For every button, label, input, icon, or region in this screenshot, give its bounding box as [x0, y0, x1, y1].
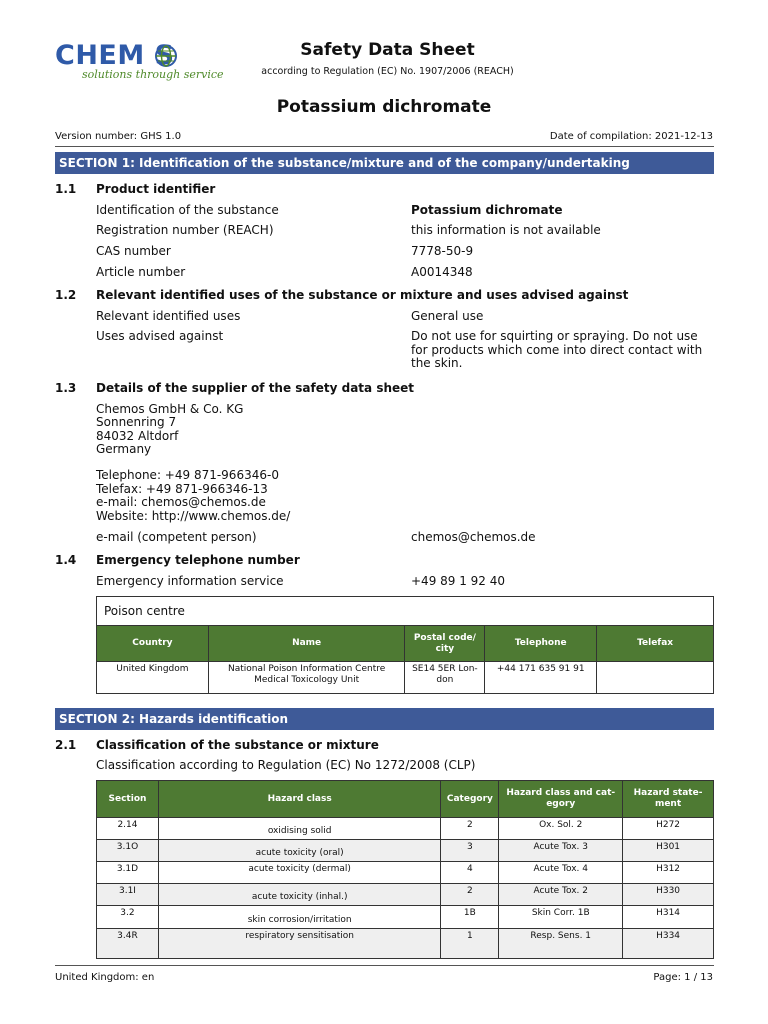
table-cell: 4 — [441, 862, 499, 884]
table-cell: acute toxicity (inhal.) — [158, 884, 440, 906]
field-value: A0014348 — [411, 265, 473, 279]
logo-slogan: solutions through service — [82, 68, 224, 81]
field-value: Do not use for squirting or spraying. Do not use for products which come into direct contact with the skin. — [411, 329, 703, 370]
field-label: Emergency information service — [96, 574, 284, 588]
product-title: Potassium dichromate — [276, 97, 492, 117]
table-cell: SE14 5ER Lon- don — [405, 662, 485, 694]
table-row — [97, 840, 714, 862]
table-cell: Acute Tox. 3 — [499, 840, 623, 862]
logo-wordmark: CHEM S — [55, 40, 175, 71]
table-header-row — [97, 781, 714, 818]
table-row — [97, 862, 714, 884]
field-value: Potassium dichromate — [411, 203, 563, 217]
table-cell: H334 — [623, 929, 714, 959]
table-cell: 1 — [441, 929, 499, 959]
subsection-number: 1.3 — [55, 381, 77, 395]
table-cell: H314 — [623, 906, 714, 929]
poison-centre-table — [96, 625, 714, 694]
table-cell: 3 — [441, 840, 499, 862]
field-label: Article number — [96, 265, 186, 279]
table-cell: Acute Tox. 4 — [499, 862, 623, 884]
table-cell: H272 — [623, 818, 714, 840]
table-cell: 3.1D — [97, 862, 159, 884]
section-2-header: SECTION 2: Hazards identification — [55, 708, 714, 730]
table-cell: 3.2 — [97, 906, 159, 929]
table-cell: 1B — [441, 906, 499, 929]
supplier-email: e-mail: chemos@chemos.de — [96, 495, 266, 509]
footer-divider — [55, 965, 714, 966]
table-cell: skin corrosion/irritation — [158, 906, 440, 929]
field-value: this information is not available — [411, 223, 601, 237]
table-cell: respiratory sensitisation — [158, 929, 440, 959]
classification-subheading: Classification according to Regulation (EC) No 1272/2008 (CLP) — [96, 758, 476, 772]
table-cell: 3.1O — [97, 840, 159, 862]
column-header: Name — [208, 626, 405, 662]
column-header: Category — [441, 781, 499, 818]
table-cell: oxidising solid — [158, 818, 440, 840]
subsection-heading: Classification of the substance or mixture — [96, 738, 379, 752]
field-label: e-mail (competent person) — [96, 530, 257, 544]
field-value: +49 89 1 92 40 — [411, 574, 506, 588]
field-label: CAS number — [96, 244, 171, 258]
subsection-number: 1.1 — [55, 182, 77, 196]
subsection-number: 1.2 — [55, 288, 77, 302]
table-header-row — [97, 626, 714, 662]
table-cell — [597, 662, 714, 694]
field-value: 7778-50-9 — [411, 244, 474, 258]
supplier-city: 84032 Altdorf — [96, 429, 179, 443]
subsection-heading: Relevant identified uses of the substance or mixture and uses advised against — [96, 288, 629, 302]
page-number: Page: 1 / 13 — [653, 972, 713, 983]
table-cell: 3.4R — [97, 929, 159, 959]
document-subtitle: according to Regulation (EC) No. 1907/2006 (REACH) — [261, 66, 514, 77]
subsection-number: 2.1 — [55, 738, 77, 752]
supplier-name: Chemos GmbH & Co. KG — [96, 402, 244, 416]
table-cell: acute toxicity (oral) — [158, 840, 440, 862]
table-row — [97, 884, 714, 906]
field-value: General use — [411, 309, 484, 323]
supplier-telefax: Telefax: +49 871-966346-13 — [96, 482, 268, 496]
column-header: Hazard state- ment — [623, 781, 714, 818]
field-label: Registration number (REACH) — [96, 223, 274, 237]
subsection-number: 1.4 — [55, 553, 77, 567]
section-1-header: SECTION 1: Identification of the substance/mixture and of the company/undertaking — [55, 152, 714, 174]
table-cell: Acute Tox. 2 — [499, 884, 623, 906]
table-row — [97, 818, 714, 840]
table-cell: 2 — [441, 884, 499, 906]
field-label: Uses advised against — [96, 329, 224, 343]
subsection-heading: Product identifier — [96, 182, 216, 196]
field-value: chemos@chemos.de — [411, 530, 536, 544]
table-row — [97, 929, 714, 959]
field-label: Relevant identified uses — [96, 309, 241, 323]
subsection-heading: Emergency telephone number — [96, 553, 300, 567]
subsection-heading: Details of the supplier of the safety data sheet — [96, 381, 415, 395]
table-cell: acute toxicity (dermal) — [158, 862, 440, 884]
table-cell: 2 — [441, 818, 499, 840]
column-header: Hazard class — [158, 781, 440, 818]
table-row — [97, 906, 714, 929]
footer-language: United Kingdom: en — [55, 972, 155, 983]
document-title: Safety Data Sheet — [300, 40, 475, 60]
compilation-date: Date of compilation: 2021-12-13 — [549, 131, 713, 142]
supplier-country: Germany — [96, 442, 152, 456]
poison-centre-title: Poison centre — [104, 604, 185, 618]
column-header: Telephone — [485, 626, 597, 662]
supplier-telephone: Telephone: +49 871-966346-0 — [96, 468, 279, 482]
table-cell: +44 171 635 91 91 — [485, 662, 597, 694]
hazard-classification-table — [96, 780, 714, 959]
field-label: Identification of the substance — [96, 203, 279, 217]
supplier-street: Sonnenring 7 — [96, 415, 177, 429]
table-cell: Skin Corr. 1B — [499, 906, 623, 929]
table-cell: National Poison Information Centre Medical Toxicology Unit — [208, 662, 405, 694]
table-cell: Ox. Sol. 2 — [499, 818, 623, 840]
table-cell: H330 — [623, 884, 714, 906]
table-cell: 2.14 — [97, 818, 159, 840]
table-row — [97, 662, 714, 694]
header-divider — [55, 146, 714, 147]
supplier-website: Website: http://www.chemos.de/ — [96, 509, 291, 523]
column-header: Hazard class and cat- egory — [499, 781, 623, 818]
table-cell: H301 — [623, 840, 714, 862]
column-header: Postal code/ city — [405, 626, 485, 662]
column-header: Country — [97, 626, 209, 662]
column-header: Telefax — [597, 626, 714, 662]
table-cell: 3.1I — [97, 884, 159, 906]
table-cell: H312 — [623, 862, 714, 884]
column-header: Section — [97, 781, 159, 818]
table-cell: United Kingdom — [97, 662, 209, 694]
version-number: Version number: GHS 1.0 — [55, 131, 182, 142]
table-cell: Resp. Sens. 1 — [499, 929, 623, 959]
